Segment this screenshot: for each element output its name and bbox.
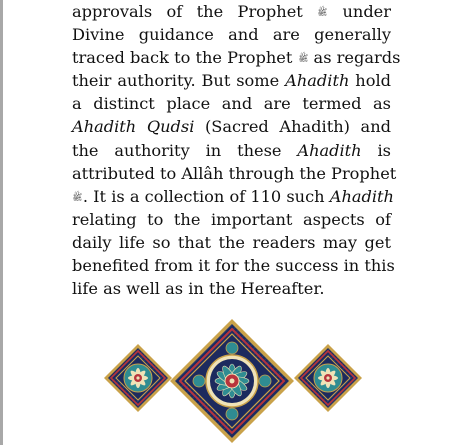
- text-line-13: life as well as in the Hereafter.: [72, 279, 325, 299]
- text-line-5: a distinct place and are termed as: [72, 94, 391, 114]
- text-line-4: their authority. But some Ahadith hold: [72, 71, 391, 91]
- salutation-glyph: ﷺ: [317, 8, 328, 18]
- left-tile-ornament: [104, 344, 172, 412]
- text-line-10: relating to the important aspects of: [72, 209, 391, 229]
- text-line-1: approvals of the Prophet ﷺ under: [72, 2, 391, 21]
- text-line-8: attributed to Allâh through the Prophet: [72, 163, 397, 183]
- text-line-7: the authority in these Ahadith is: [72, 140, 391, 160]
- text-line-12: benefited from it for the success in this: [72, 256, 395, 276]
- text-line-6: Ahadith Qudsi (Sacred Ahadith) and: [72, 117, 391, 137]
- text-line-2: Divine guidance and are generally: [72, 25, 391, 45]
- text-line-9: ﷺ. It is a collection of 110 such Ahadith: [72, 186, 394, 206]
- text-line-11: daily life so that the readers may get: [72, 232, 391, 252]
- salutation-glyph: ﷺ: [298, 54, 308, 65]
- right-tile-ornament: [294, 344, 362, 412]
- text-line-3: traced back to the Prophet ﷺ as regards: [72, 48, 401, 68]
- center-tile-ornament: [170, 319, 294, 443]
- salutation-glyph: ﷺ: [72, 192, 83, 203]
